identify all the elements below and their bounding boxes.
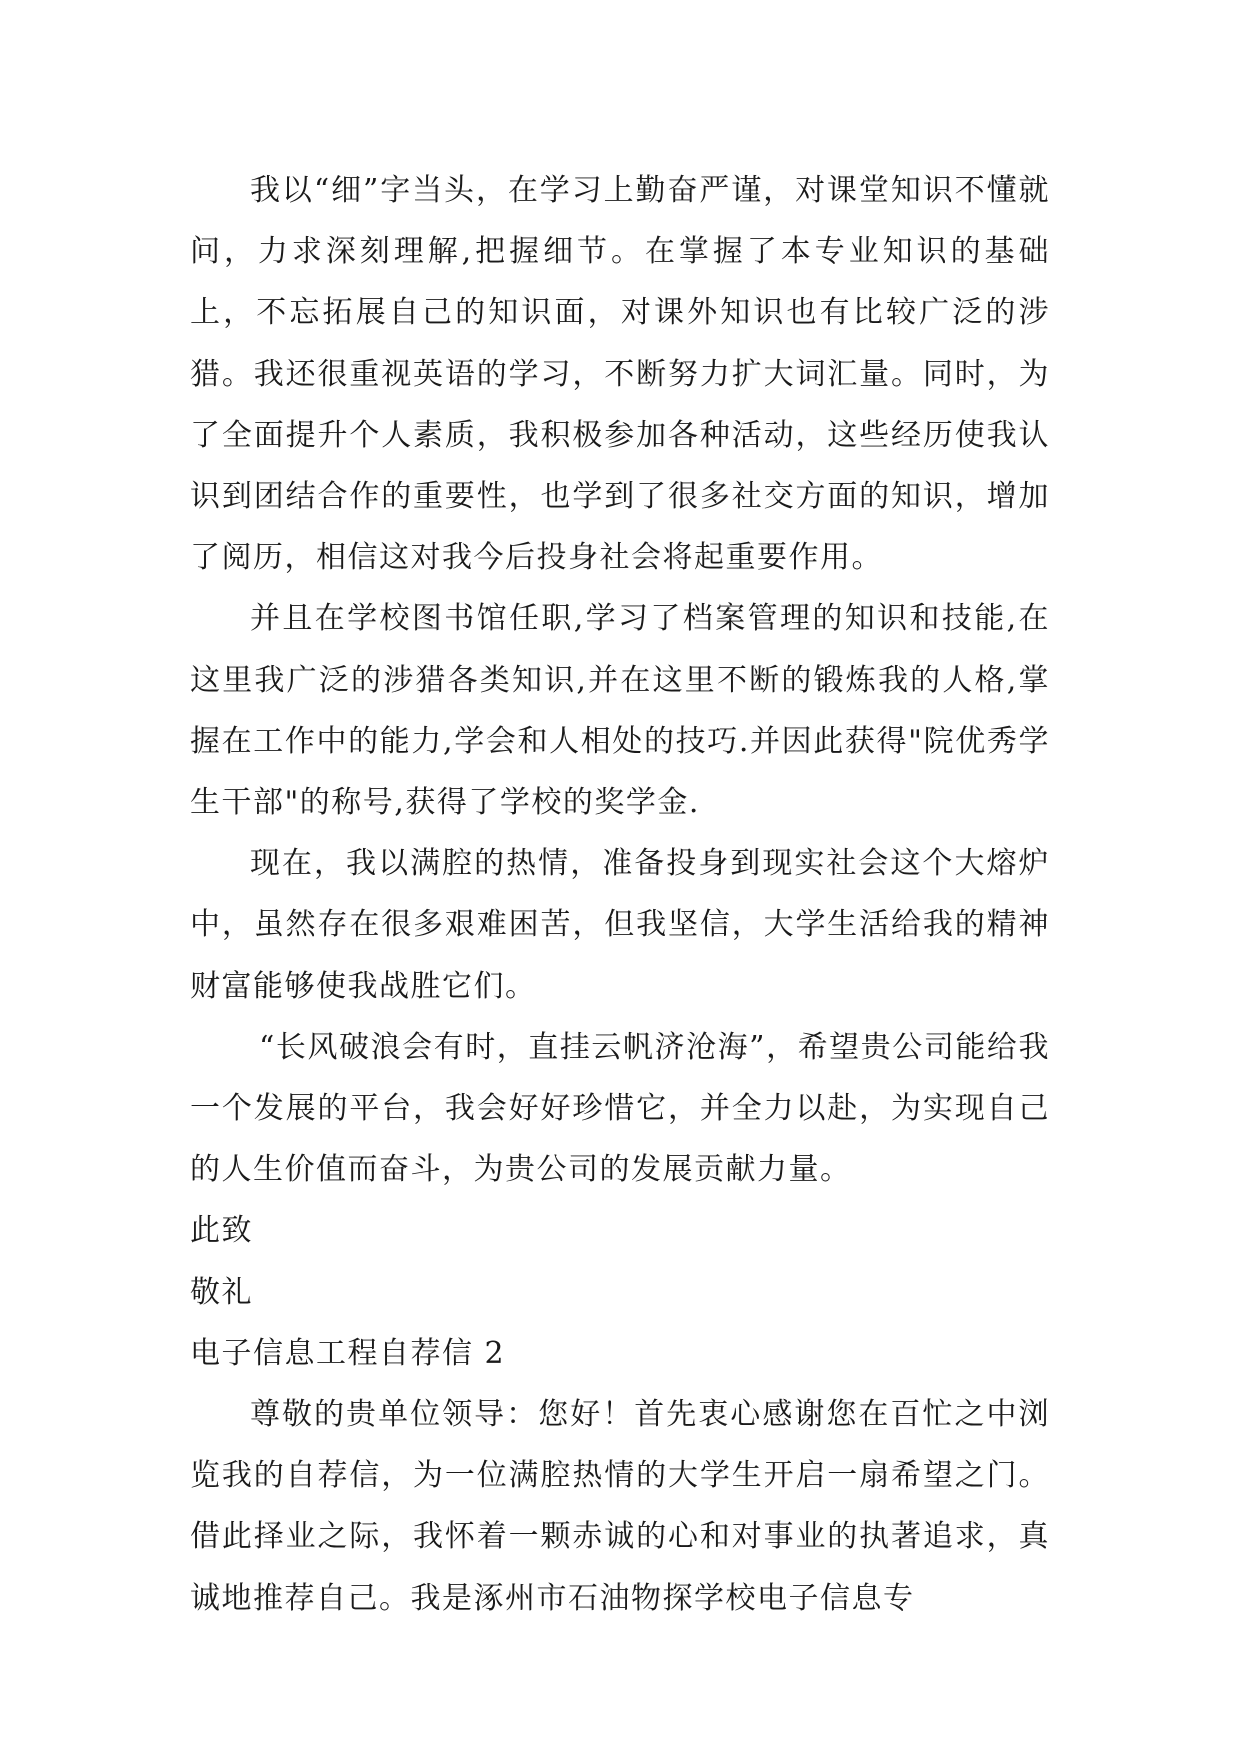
second-letter-title: 电子信息工程自荐信 2 — [190, 1335, 506, 1371]
paragraph-hope: “长风破浪会有时，直挂云帆济沧海”，希望贵公司能给我一个发展的平台，我会好好珍惜它，并全力以赴，为实现自己的人生价值而奋斗，为贵公司的发展贡献力量。 — [190, 1029, 1050, 1188]
paragraph-study: 我以“细”字当头，在学习上勤奋严谨，对课堂知识不懂就问，力求深刻理解,把握细节。在掌握了本专业知识的基础上，不忘拓展自己的知识面，对课外知识也有比较广泛的涉猎。我还很重视英语的学习，不断努力扩大词汇量。同时，为了全面提升个人素质，我积极参加各种活动，这些经历使我认识到团结合作的重要性，也学到了很多社交方面的知识，增加了阅历，相信这对我今后投身社会将起重要作用。 — [190, 173, 1050, 576]
document-body — [190, 160, 1050, 1629]
closing-regards: 敬礼 — [190, 1274, 253, 1310]
paragraph-library: 并且在学校图书馆任职,学习了档案管理的知识和技能,在这里我广泛的涉猎各类知识,并在这里不断的锻炼我的人格,掌握在工作中的能力,学会和人相处的技巧.并因此获得"院优秀学生干部"的称号,获得了学校的奖学金. — [190, 601, 1050, 821]
paragraph-passion: 现在，我以满腔的热情，准备投身到现实社会这个大熔炉中，虽然存在很多艰难困苦，但我坚信，大学生活给我的精神财富能够使我战胜它们。 — [190, 846, 1050, 1004]
closing-salutation: 此致 — [190, 1213, 253, 1249]
second-letter-opening: 尊敬的贵单位领导：您好！首先衷心感谢您在百忙之中浏览我的自荐信，为一位满腔热情的大学生开启一扇希望之门。借此择业之际，我怀着一颗赤诚的心和对事业的执著追求，真诚地推荐自己。我是涿州市石油物探学校电子信息专 — [190, 1397, 1050, 1616]
